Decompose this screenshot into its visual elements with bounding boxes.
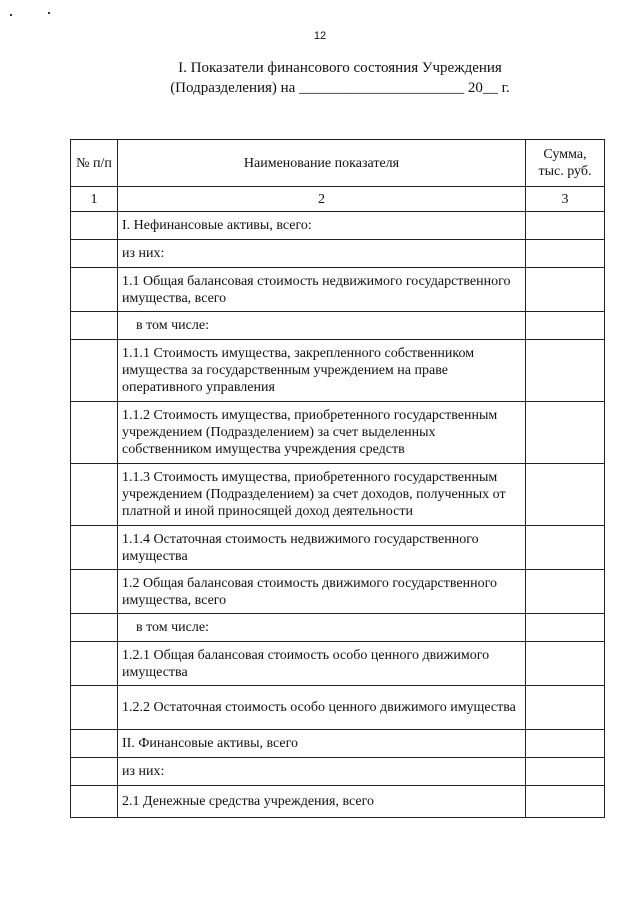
- section-title-line-2: (Подразделения) на ______________________ 20__ г.: [170, 80, 510, 96]
- row-num: [71, 464, 118, 526]
- section-title: [130, 58, 550, 98]
- row-sum: [526, 212, 605, 240]
- row-num: [71, 340, 118, 402]
- row-indicator-name: I. Нефинансовые активы, всего:: [118, 212, 526, 240]
- row-indicator-name: в том числе:: [118, 614, 526, 642]
- table-body: [71, 212, 605, 818]
- row-num: [71, 526, 118, 570]
- table-row: [71, 240, 605, 268]
- table-row: [71, 402, 605, 464]
- scan-speck: [10, 14, 12, 16]
- row-indicator-name: из них:: [118, 758, 526, 786]
- row-num: [71, 686, 118, 730]
- column-index-3: 3: [526, 187, 605, 212]
- row-num: [71, 312, 118, 340]
- row-sum: [526, 786, 605, 818]
- row-indicator-name: II. Финансовые активы, всего: [118, 730, 526, 758]
- header-num: № п/п: [71, 140, 118, 187]
- table-row: [71, 212, 605, 240]
- row-num: [71, 614, 118, 642]
- row-num: [71, 268, 118, 312]
- row-sum: [526, 730, 605, 758]
- row-indicator-name: в том числе:: [118, 312, 526, 340]
- row-sum: [526, 402, 605, 464]
- table-row: [71, 312, 605, 340]
- table-row: [71, 526, 605, 570]
- row-indicator-name: 1.2.1 Общая балансовая стоимость особо ценного движимого имущества: [118, 642, 526, 686]
- table-row: [71, 614, 605, 642]
- table-row: [71, 340, 605, 402]
- row-num: [71, 786, 118, 818]
- page-number: 12: [313, 30, 327, 42]
- header-sum: Сумма, тыс. руб.: [526, 140, 605, 187]
- row-indicator-name: 1.1.1 Стоимость имущества, закрепленного собственником имущества за государственным учреждением на праве оперативного управления: [118, 340, 526, 402]
- row-sum: [526, 570, 605, 614]
- row-sum: [526, 340, 605, 402]
- table-row: [71, 268, 605, 312]
- row-sum: [526, 268, 605, 312]
- row-num: [71, 240, 118, 268]
- table-row: [71, 730, 605, 758]
- table-row: [71, 786, 605, 818]
- row-indicator-name: 1.1.3 Стоимость имущества, приобретенного государственным учреждением (Подразделением) за счет доходов, полученных от платной и иной приносящей доход деятельности: [118, 464, 526, 526]
- row-num: [71, 730, 118, 758]
- scan-speck: [48, 12, 50, 14]
- row-sum: [526, 312, 605, 340]
- header-name: Наименование показателя: [118, 140, 526, 187]
- row-indicator-name: 1.1.4 Остаточная стоимость недвижимого государственного имущества: [118, 526, 526, 570]
- row-num: [71, 642, 118, 686]
- section-title-line-1: I. Показатели финансового состояния Учреждения: [178, 60, 502, 76]
- row-sum: [526, 464, 605, 526]
- row-sum: [526, 686, 605, 730]
- row-indicator-name: 1.2 Общая балансовая стоимость движимого государственного имущества, всего: [118, 570, 526, 614]
- row-indicator-name: 2.1 Денежные средства учреждения, всего: [118, 786, 526, 818]
- row-indicator-name: 1.2.2 Остаточная стоимость особо ценного движимого имущества: [118, 686, 526, 730]
- row-num: [71, 570, 118, 614]
- indicators-table: [70, 139, 605, 818]
- row-num: [71, 402, 118, 464]
- column-index-row: [71, 187, 605, 212]
- row-sum: [526, 758, 605, 786]
- column-index-2: 2: [118, 187, 526, 212]
- table-header-row: [71, 140, 605, 187]
- column-index-1: 1: [71, 187, 118, 212]
- row-sum: [526, 614, 605, 642]
- row-indicator-name: 1.1 Общая балансовая стоимость недвижимого государственного имущества, всего: [118, 268, 526, 312]
- table-row: [71, 464, 605, 526]
- row-sum: [526, 240, 605, 268]
- table-row: [71, 642, 605, 686]
- row-sum: [526, 526, 605, 570]
- row-num: [71, 758, 118, 786]
- table-row: [71, 686, 605, 730]
- row-num: [71, 212, 118, 240]
- row-indicator-name: из них:: [118, 240, 526, 268]
- table-row: [71, 758, 605, 786]
- row-indicator-name: 1.1.2 Стоимость имущества, приобретенного государственным учреждением (Подразделением) за счет выделенных собственником имущества учреждения средств: [118, 402, 526, 464]
- row-sum: [526, 642, 605, 686]
- table-row: [71, 570, 605, 614]
